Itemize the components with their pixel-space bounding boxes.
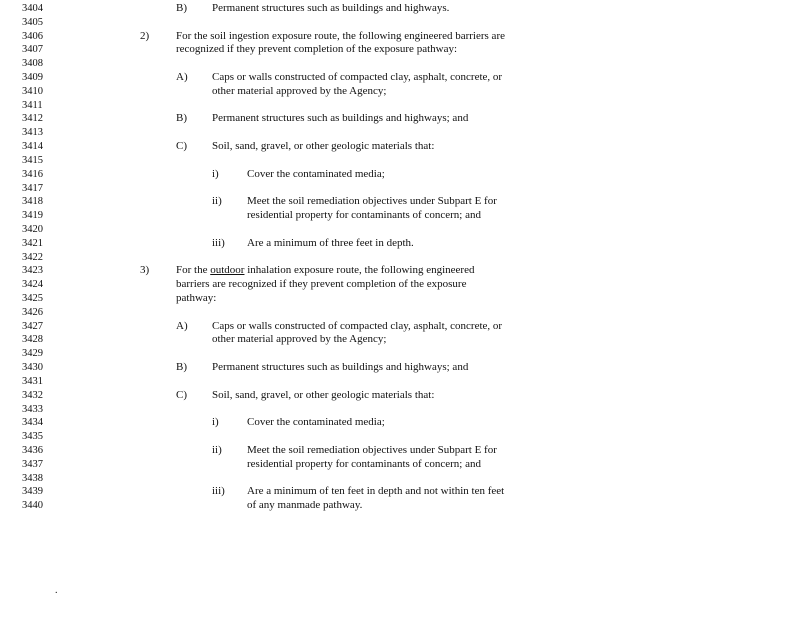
subitem-text: residential property for contaminants of concern; and (247, 458, 481, 470)
line-number: 3439 (22, 486, 43, 497)
subitem-text: of any manmade pathway. (247, 499, 363, 511)
item-text: Caps or walls constructed of compacted clay, asphalt, concrete, or (212, 320, 503, 332)
subitem-label-i: i) (212, 168, 219, 180)
underlined-term: outdoor (210, 264, 245, 276)
line-number: 3421 (22, 238, 43, 249)
section-3-text-line: pathway: (176, 292, 217, 304)
line-number: 3404 (22, 3, 43, 14)
item-label-a: A) (176, 320, 188, 332)
line-number: 3438 (22, 473, 43, 484)
line-number: 3431 (22, 376, 43, 387)
item-text: other material approved by the Agency; (212, 333, 387, 345)
item-text: Permanent structures such as buildings and highways; and (212, 361, 469, 373)
item-text: Caps or walls constructed of compacted clay, asphalt, concrete, or (212, 71, 503, 83)
subitem-text: Are a minimum of three feet in depth. (247, 237, 414, 249)
line-number: 3429 (22, 348, 43, 359)
item-label-b: B) (176, 361, 187, 373)
line-number: 3409 (22, 72, 43, 83)
line-number: 3413 (22, 127, 43, 138)
line-number: 3411 (22, 100, 43, 111)
section-3-text-line (176, 264, 474, 278)
line-number: 3419 (22, 210, 43, 221)
item-label-a: A) (176, 71, 188, 83)
subitem-text: Cover the contaminated media; (247, 168, 385, 180)
section-label-3: 3) (140, 264, 150, 276)
item-label-b: B) (176, 2, 187, 14)
item-text: Soil, sand, gravel, or other geologic materials that: (212, 389, 435, 401)
item-text: Soil, sand, gravel, or other geologic materials that: (212, 140, 435, 152)
item-label-c: C) (176, 389, 187, 401)
line-number: 3428 (22, 334, 43, 345)
line-number: 3426 (22, 307, 43, 318)
line-number: 3430 (22, 362, 43, 373)
subitem-text: Cover the contaminated media; (247, 416, 385, 428)
line-number: 3405 (22, 17, 43, 28)
item-label-b: B) (176, 112, 187, 124)
line-number: 3440 (22, 500, 43, 511)
line-number: 3406 (22, 31, 43, 42)
line-number: 3417 (22, 183, 43, 194)
item-text: Permanent structures such as buildings and highways; and (212, 112, 469, 124)
text-run: inhalation exposure route, the following engineered (244, 264, 475, 276)
line-number: 3418 (22, 196, 43, 207)
line-number: 3423 (22, 265, 43, 276)
item-label-c: C) (176, 140, 187, 152)
subitem-label-ii: ii) (212, 444, 222, 456)
text-run: For the (176, 264, 211, 276)
subitem-text: Are a minimum of ten feet in depth and not within ten feet (247, 485, 505, 497)
line-number: 3422 (22, 252, 43, 263)
section-3-text-line: barriers are recognized if they prevent completion of the exposure (176, 278, 467, 290)
line-number: 3436 (22, 445, 43, 456)
line-number: 3435 (22, 431, 43, 442)
line-number: 3407 (22, 44, 43, 55)
subitem-text: residential property for contaminants of concern; and (247, 209, 481, 221)
item-text: other material approved by the Agency; (212, 85, 387, 97)
line-number: 3434 (22, 417, 43, 428)
line-number: 3424 (22, 279, 43, 290)
line-number: 3412 (22, 113, 43, 124)
line-number: 3408 (22, 58, 43, 69)
section-2-text-line: For the soil ingestion exposure route, the following engineered barriers are (176, 30, 505, 42)
line-number: 3437 (22, 459, 43, 470)
line-number: 3415 (22, 155, 43, 166)
line-number: 3433 (22, 404, 43, 415)
footer-mark: . (55, 585, 58, 596)
line-number: 3414 (22, 141, 43, 152)
subitem-label-iii: iii) (212, 485, 225, 497)
line-number: 3416 (22, 169, 43, 180)
line-number: 3420 (22, 224, 43, 235)
item-text: Permanent structures such as buildings and highways. (212, 2, 450, 14)
section-2-text-line: recognized if they prevent completion of the exposure pathway: (176, 43, 458, 55)
subitem-label-ii: ii) (212, 195, 222, 207)
section-label-2: 2) (140, 30, 150, 42)
subitem-text: Meet the soil remediation objectives under Subpart E for (247, 195, 497, 207)
subitem-label-iii: iii) (212, 237, 225, 249)
line-number: 3432 (22, 390, 43, 401)
line-number: 3427 (22, 321, 43, 332)
subitem-text: Meet the soil remediation objectives under Subpart E for (247, 444, 497, 456)
line-number: 3410 (22, 86, 43, 97)
subitem-label-i: i) (212, 416, 219, 428)
line-number: 3425 (22, 293, 43, 304)
